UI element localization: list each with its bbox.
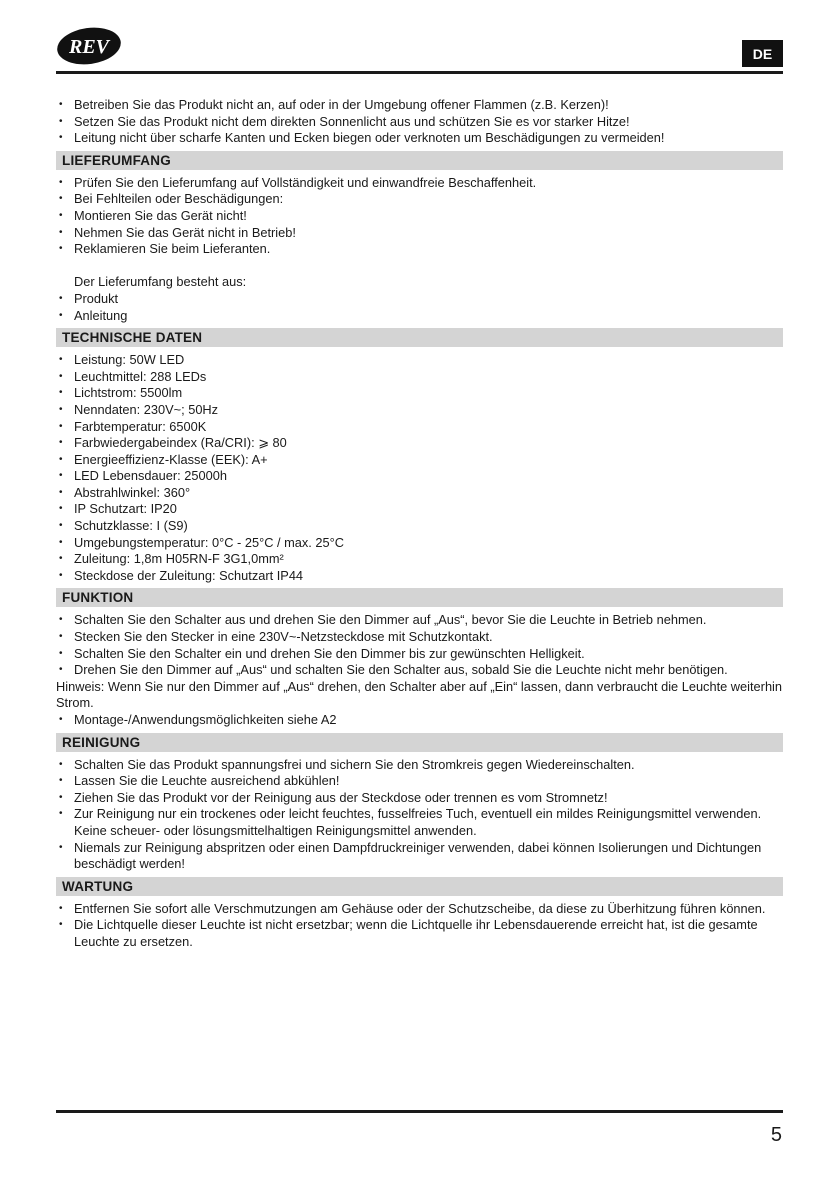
list-item: • Nenndaten: 230V~; 50Hz (56, 402, 783, 419)
paragraph: Hinweis: Wenn Sie nur den Dimmer auf „Aus“ drehen, den Schalter aber auf „Ein“ lassen, dann verbraucht die Leuchte weiterhin Strom. (56, 678, 783, 711)
footer-rule (56, 1110, 783, 1113)
list-item: • Ziehen Sie das Produkt vor der Reinigung aus der Steckdose oder trennen es vom Stromnetz! (56, 790, 783, 807)
header-rule (56, 71, 783, 74)
list-item: • Lichtstrom: 5500lm (56, 385, 783, 402)
list-item: • Prüfen Sie den Lieferumfang auf Vollständigkeit und einwandfreie Beschaffenheit. (56, 175, 783, 192)
language-badge: DE (742, 40, 783, 67)
list-item: • Die Lichtquelle dieser Leuchte ist nicht ersetzbar; wenn die Lichtquelle ihr Lebensdauerende erreicht hat, ist die gesamte Leuchte zu ersetzen. (56, 917, 783, 950)
list-item: • Entfernen Sie sofort alle Verschmutzungen am Gehäuse oder der Schutzscheibe, da diese zu Überhitzung führen können. (56, 901, 783, 918)
page-number: 5 (770, 1124, 782, 1146)
list-item: • Energieeffizienz-Klasse (EEK): A+ (56, 452, 783, 469)
list-item: • LED Lebensdauer: 25000h (56, 468, 783, 485)
list-item: • Lassen Sie die Leuchte ausreichend abkühlen! (56, 773, 783, 790)
list-item: • Leitung nicht über scharfe Kanten und Ecken biegen oder verknoten um Beschädigungen zu vermeiden! (56, 130, 783, 147)
list-item: • Farbtemperatur: 6500K (56, 419, 783, 436)
section-heading-technische-daten: TECHNISCHE DATEN (56, 328, 783, 347)
rev-logo (56, 26, 122, 66)
paragraph: Der Lieferumfang besteht aus: (74, 274, 247, 290)
list-item: • Leistung: 50W LED (56, 352, 783, 369)
list-item: • IP Schutzart: IP20 (56, 501, 783, 518)
document-body (56, 97, 783, 951)
list-item: • Reklamieren Sie beim Lieferanten. (56, 241, 783, 258)
list-item: • Produkt (56, 291, 783, 308)
list-item: • Schalten Sie den Schalter aus und drehen Sie den Dimmer auf „Aus“, bevor Sie die Leuchte in Betrieb nehmen. (56, 612, 783, 629)
list-item: • Abstrahlwinkel: 360° (56, 485, 783, 502)
section-heading-funktion: FUNKTION (56, 588, 783, 607)
section-heading-lieferumfang: LIEFERUMFANG (56, 151, 783, 170)
list-item: • Schalten Sie das Produkt spannungsfrei und sichern Sie den Stromkreis gegen Wiedereinschalten. (56, 757, 783, 774)
list-item: • Montage-/Anwendungsmöglichkeiten siehe A2 (56, 712, 783, 729)
list-item: • Niemals zur Reinigung abspritzen oder einen Dampfdruckreiniger verwenden, dabei können Isolierungen und Dichtungen beschädigt werden! (56, 840, 783, 873)
list-item: • Drehen Sie den Dimmer auf „Aus“ und schalten Sie den Schalter aus, sobald Sie die Leuchte nicht mehr benötigen. (56, 662, 783, 679)
list-item: • Nehmen Sie das Gerät nicht in Betrieb! (56, 225, 783, 242)
svg-text:REV: REV (68, 36, 110, 58)
list-item: • Zuleitung: 1,8m H05RN-F 3G1,0mm² (56, 551, 783, 568)
list-item: • Leuchtmittel: 288 LEDs (56, 369, 783, 386)
list-item: • Bei Fehlteilen oder Beschädigungen: (56, 191, 783, 208)
list-item: • Anleitung (56, 308, 783, 325)
list-item: • Umgebungstemperatur: 0°C - 25°C / max. 25°C (56, 535, 783, 552)
list-item: • Betreiben Sie das Produkt nicht an, auf oder in der Umgebung offener Flammen (z.B. Kerzen)! (56, 97, 783, 114)
list-item: • Schalten Sie den Schalter ein und drehen Sie den Dimmer bis zur gewünschten Helligkeit. (56, 646, 783, 663)
list-item: • Setzen Sie das Produkt nicht dem direkten Sonnenlicht aus und schützen Sie es vor starker Hitze! (56, 114, 783, 131)
list-item: • Stecken Sie den Stecker in eine 230V~-Netzsteckdose mit Schutzkontakt. (56, 629, 783, 646)
section-heading-wartung: WARTUNG (56, 877, 783, 896)
list-item: • Zur Reinigung nur ein trockenes oder leicht feuchtes, fusselfreies Tuch, eventuell ein mildes Reinigungsmittel verwenden. Keine scheuer- oder lösungsmittelhaltigen Reinigungsmittel anwenden. (56, 806, 783, 839)
list-item: • Farbwiedergabeindex (Ra/CRI): ⩾ 80 (56, 435, 783, 452)
list-item: • Schutzklasse: I (S9) (56, 518, 783, 535)
list-item: • Montieren Sie das Gerät nicht! (56, 208, 783, 225)
section-heading-reinigung: REINIGUNG (56, 733, 783, 752)
list-item: • Steckdose der Zuleitung: Schutzart IP44 (56, 568, 783, 585)
